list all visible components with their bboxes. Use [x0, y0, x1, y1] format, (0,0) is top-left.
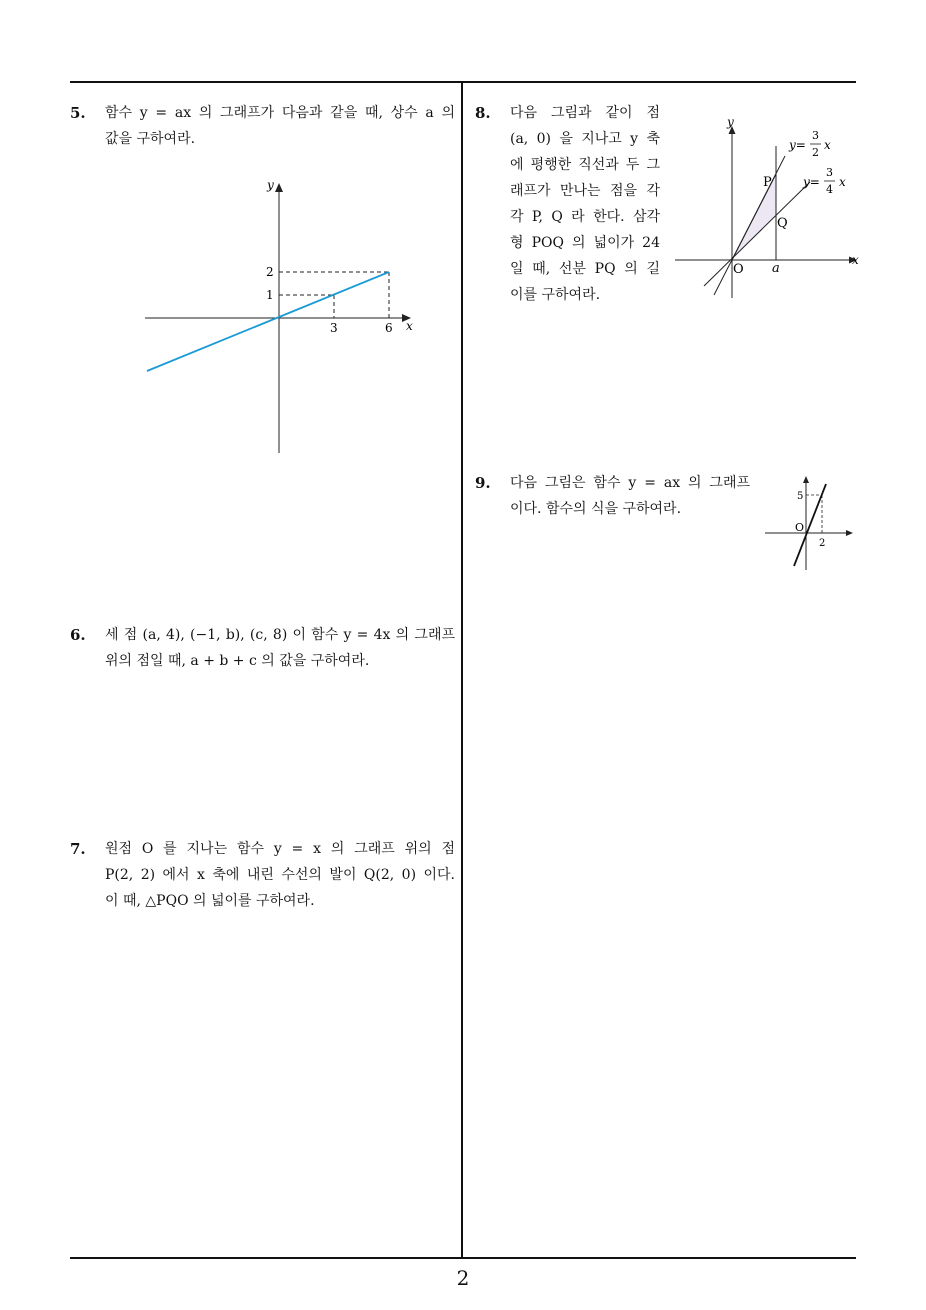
y-axis-label: y — [727, 115, 734, 129]
problem-line: 함수 y = ax 의 그래프가 다음과 같을 때, 상수 a 의 — [105, 105, 455, 121]
line1-label — [788, 129, 831, 159]
problem-number: 7. — [70, 840, 86, 858]
problem-number: 5. — [70, 104, 86, 122]
y-tick-label: 2 — [266, 265, 274, 279]
problem-line: 형 POQ 의 넓이가 24 — [510, 235, 660, 251]
problem-number: 8. — [475, 104, 491, 122]
problem-text — [105, 100, 455, 152]
y-axis-label: y — [267, 178, 274, 192]
x-tick-label: 2 — [819, 538, 826, 549]
x-tick-label: 3 — [330, 321, 338, 335]
problem-9-graph — [760, 470, 860, 575]
y-tick-label: 5 — [797, 491, 804, 502]
problem-text — [105, 622, 455, 674]
problem-number: 6. — [70, 626, 86, 644]
problem-line: 이다. 함수의 식을 구하여라. — [510, 501, 682, 517]
q-label: Q — [777, 216, 788, 231]
line2-denominator: 4 — [826, 183, 833, 196]
page-number: 2 — [456, 1266, 470, 1290]
problem-line: 에 평행한 직선과 두 그 — [510, 157, 660, 173]
problem-line: 이 때, △PQO 의 넓이를 구하여라. — [105, 893, 315, 909]
problem-line: 일 때, 선분 PQ 의 길 — [510, 261, 660, 277]
problem-text — [510, 100, 660, 308]
y-tick-label: 1 — [266, 288, 274, 302]
y-axis-arrow — [275, 183, 283, 192]
problem-text — [510, 470, 750, 522]
x-axis-label: x — [852, 253, 859, 267]
bottom-rule — [70, 1257, 856, 1259]
x-axis-arrow — [846, 530, 853, 536]
line1-prefix: y= — [789, 138, 806, 152]
problem-line: 래프가 만나는 점을 각 — [510, 183, 660, 199]
x-tick-label: 6 — [385, 321, 393, 335]
line1-numerator: 3 — [812, 129, 819, 142]
problem-line: (a, 0) 을 지나고 y 축 — [510, 131, 660, 147]
column-divider — [461, 81, 463, 1259]
x-axis-label: x — [406, 319, 413, 333]
line-y-3-4-x — [704, 182, 810, 286]
origin-label: O — [795, 521, 805, 534]
problem-line: P(2, 2) 에서 x 축에 내린 수선의 발이 Q(2, 0) 이다. — [105, 867, 455, 883]
line2-var: x — [839, 175, 846, 189]
problem-line: 세 점 (a, 4), (−1, b), (c, 8) 이 함수 y = 4x 의 그래프 — [105, 627, 455, 643]
problem-line: 원점 O 를 지나는 함수 y = x 의 그래프 위의 점 — [105, 841, 455, 857]
problem-line: 위의 점일 때, a + b + c 의 값을 구하여라. — [105, 653, 370, 669]
problem-5-graph — [140, 175, 430, 460]
problem-text — [105, 836, 455, 914]
problem-number: 9. — [475, 474, 491, 492]
origin-label: O — [733, 262, 744, 277]
problem-line: 값을 구하여라. — [105, 131, 196, 147]
a-label: a — [772, 261, 780, 276]
line2-prefix: y= — [803, 175, 820, 189]
problem-line: 다음 그림은 함수 y = ax 의 그래프 — [510, 475, 750, 491]
function-line — [147, 272, 389, 371]
problem-8-graph — [670, 108, 865, 303]
line2-label — [802, 166, 846, 196]
line1-denominator: 2 — [812, 146, 819, 159]
line2-numerator: 3 — [826, 166, 833, 179]
problem-line: 각 P, Q 라 한다. 삼각 — [510, 209, 660, 225]
p-label: P — [763, 175, 772, 190]
problem-line: 다음 그림과 같이 점 — [510, 105, 660, 121]
y-axis-arrow — [803, 476, 809, 483]
line1-var: x — [824, 138, 831, 152]
problem-line: 이를 구하여라. — [510, 287, 601, 303]
top-rule — [70, 81, 856, 83]
